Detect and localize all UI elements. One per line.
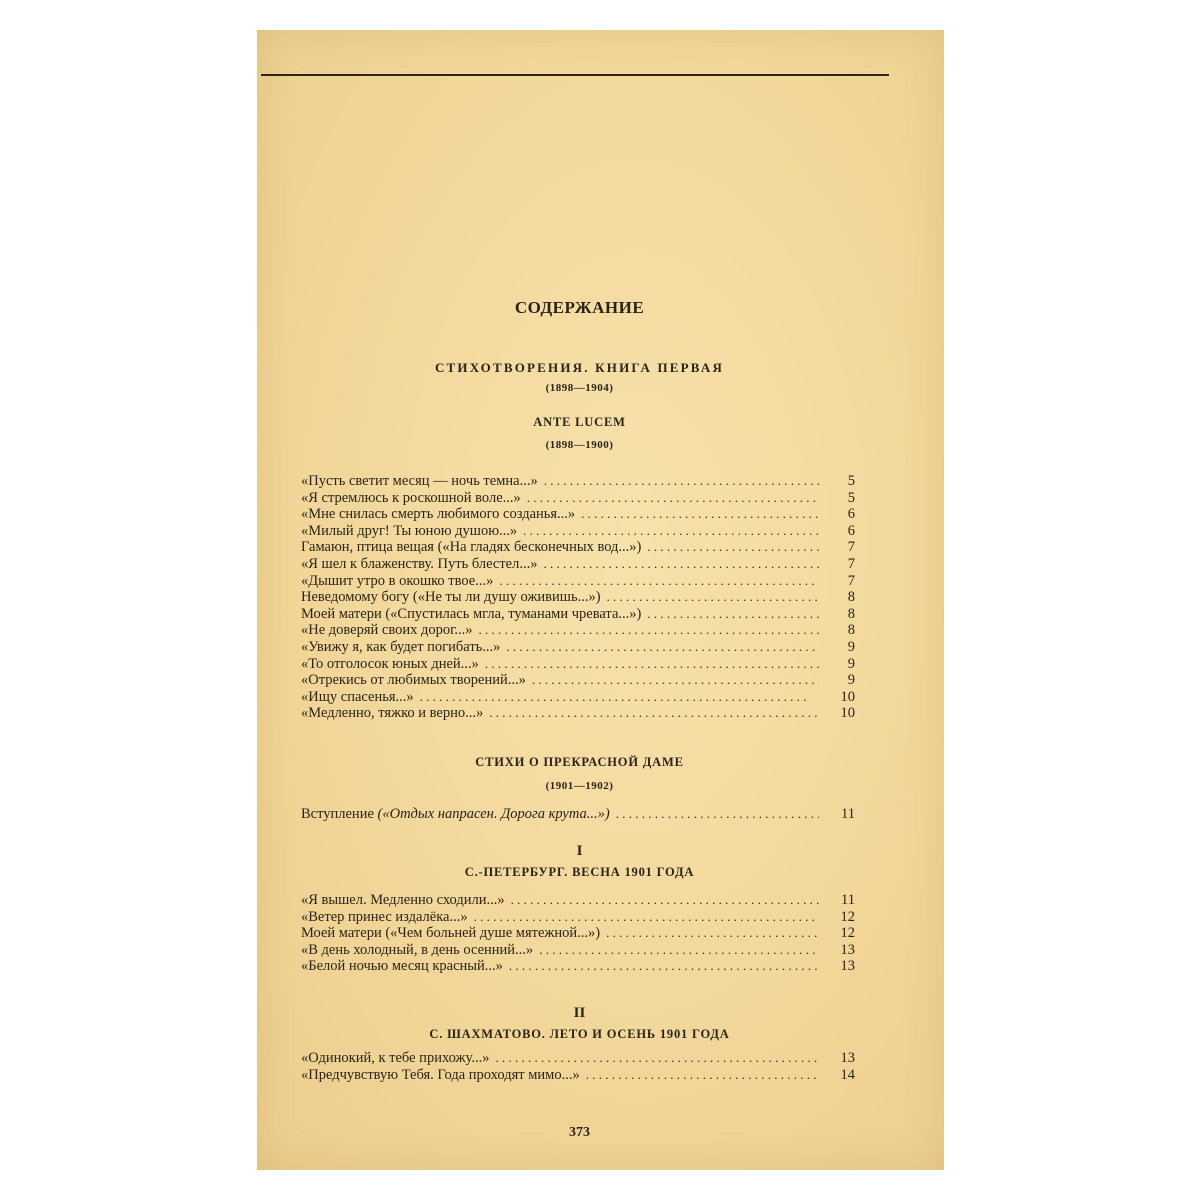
entry-title: «Медленно, тяжко и верно...» (301, 705, 484, 722)
entry-page: 9 (847, 638, 855, 655)
toc-title: СОДЕРЖАНИЕ (514, 298, 645, 317)
section-title-beautiful-lady: СТИХИ О ПРЕКРАСНОЙ ДАМЕ (475, 755, 684, 769)
leader-dots (468, 909, 819, 926)
entry-title: «Предчувствую Тебя. Года проходят мимо...» (301, 1066, 580, 1083)
entry-page: 8 (847, 622, 855, 639)
leader-dots (503, 958, 819, 975)
entry-title: «Белой ночью месяц красный...» (301, 958, 503, 975)
leader-dots (580, 1067, 819, 1084)
entry-page: 12 (840, 925, 855, 942)
entry-title: «Дышит утро в окошко твое...» (301, 572, 494, 589)
part-title-1: С.-ПЕТЕРБУРГ. ВЕСНА 1901 ГОДА (464, 865, 695, 879)
toc-entry (301, 523, 855, 540)
leader-dots (489, 1050, 819, 1067)
toc-entry (301, 925, 855, 942)
entry-page: 8 (847, 589, 855, 606)
entry-page: 7 (847, 555, 855, 572)
toc-entry (301, 705, 855, 722)
leader-dots (641, 606, 819, 623)
entry-title: «Пусть светит месяц — ночь темна...» (301, 473, 538, 489)
entry-page: 9 (847, 655, 855, 672)
entry-page: 11 (841, 806, 855, 822)
entry-page: 10 (840, 688, 855, 705)
toc-entry (301, 573, 855, 590)
entry-page: 11 (841, 892, 855, 908)
entry-title (301, 806, 610, 823)
entry-page: 10 (840, 705, 855, 722)
leader-dots (575, 506, 819, 523)
book-years: (1898—1904) (545, 382, 614, 394)
toc-entry (301, 556, 855, 573)
entry-title: «Ищу спасенья...» (301, 688, 414, 705)
entry-title: Моей матери («Чем больней душе мятежной...») (301, 925, 601, 942)
toc-entry (301, 892, 855, 909)
toc-entry (301, 958, 855, 975)
leader-dots (533, 942, 819, 959)
entry-page: 7 (847, 539, 855, 556)
entry-page: 6 (847, 506, 855, 523)
entry-title-italic: («Отдых напрасен. Дорога крута...») (377, 806, 610, 822)
toc-entry (301, 490, 855, 507)
leader-dots (479, 656, 819, 673)
toc-entry (301, 672, 855, 689)
entry-title: «Ветер принес издалёка...» (301, 908, 468, 925)
entry-title: «В день холодный, в день осенний...» (301, 941, 534, 958)
leader-dots (505, 892, 819, 909)
leader-dots (517, 523, 819, 540)
entry-page: 13 (840, 1050, 855, 1066)
book-title: СТИХОТВОРЕНИЯ. КНИГА ПЕРВАЯ (434, 360, 725, 375)
entry-page: 7 (847, 572, 855, 589)
toc-entry (301, 639, 855, 656)
leader-dots (500, 639, 819, 656)
page-number: 373 (569, 1125, 590, 1140)
entry-page: 6 (847, 522, 855, 539)
toc-entry (301, 689, 855, 706)
toc-entry (301, 589, 855, 606)
entry-title: «Не доверяй своих дорог...» (301, 622, 473, 639)
leader-dots (521, 490, 819, 507)
leader-dots (641, 539, 819, 556)
leader-dots (473, 622, 819, 639)
header-rule (261, 74, 889, 76)
section-title-ante-lucem: ANTE LUCEM (533, 415, 626, 429)
toc-entry (301, 506, 855, 523)
leader-dots (601, 589, 819, 606)
toc-entry (301, 909, 855, 926)
leader-dots (483, 705, 819, 722)
entry-title: «Мне снилась смерть любимого созданья...» (301, 506, 576, 523)
toc-entry (301, 1050, 855, 1067)
entry-title: «Я шел к блаженству. Путь блестел...» (301, 555, 538, 572)
leader-dots (414, 689, 819, 706)
entry-list-part-2 (301, 1050, 855, 1083)
entry-page: 13 (840, 958, 855, 975)
entry-page: 13 (840, 941, 855, 958)
entry-page: 9 (847, 672, 855, 689)
entry-list-part-1 (301, 892, 855, 975)
entry-page: 8 (847, 605, 855, 622)
entry-title: «Милый друг! Ты юною душою...» (301, 522, 518, 539)
toc-entry (301, 622, 855, 639)
part-numeral-1: I (576, 843, 583, 859)
entry-title: Гамаюн, птица вещая («На гладях бесконечных вод...») (301, 539, 642, 556)
entry-page: 14 (840, 1066, 855, 1083)
toc-entry (301, 1067, 855, 1084)
section-years-beautiful-lady: (1901—1902) (545, 780, 614, 792)
book-page (257, 30, 944, 1170)
entry-page: 5 (847, 489, 855, 506)
section-years-ante-lucem: (1898—1900) (545, 439, 614, 451)
intro-entry-list (301, 806, 855, 823)
entry-page: 5 (847, 473, 855, 489)
leader-dots (600, 925, 819, 942)
leader-dots (526, 672, 819, 689)
leader-dots (610, 806, 819, 823)
toc-entry (301, 539, 855, 556)
entry-title: «Одинокий, к тебе прихожу...» (301, 1050, 490, 1066)
entry-title-lead: Вступление (301, 806, 378, 822)
entry-title: «Увижу я, как будет погибать...» (301, 638, 501, 655)
toc-entry (301, 942, 855, 959)
entry-title: «То отголосок юных дней...» (301, 655, 479, 672)
leader-dots (493, 573, 819, 590)
entry-title: «Отрекись от любимых творений...» (301, 672, 526, 689)
toc-entry (301, 656, 855, 673)
toc-entry (301, 473, 855, 490)
entry-page: 12 (840, 908, 855, 925)
entry-list-ante-lucem (301, 473, 855, 722)
part-title-2: С. ШАХМАТОВО. ЛЕТО И ОСЕНЬ 1901 ГОДА (429, 1027, 730, 1041)
part-numeral-2: II (573, 1005, 586, 1021)
entry-title: «Я стремлюсь к роскошной воле...» (301, 489, 521, 506)
entry-title: Неведомому богу («Не ты ли душу оживишь...») (301, 589, 601, 606)
leader-dots (538, 473, 819, 490)
entry-title: «Я вышел. Медленно сходили...» (301, 892, 505, 908)
toc-entry (301, 606, 855, 623)
leader-dots (537, 556, 819, 573)
toc-entry-intro (301, 806, 855, 823)
entry-title: Моей матери («Спустилась мгла, туманами чревата...») (301, 605, 642, 622)
